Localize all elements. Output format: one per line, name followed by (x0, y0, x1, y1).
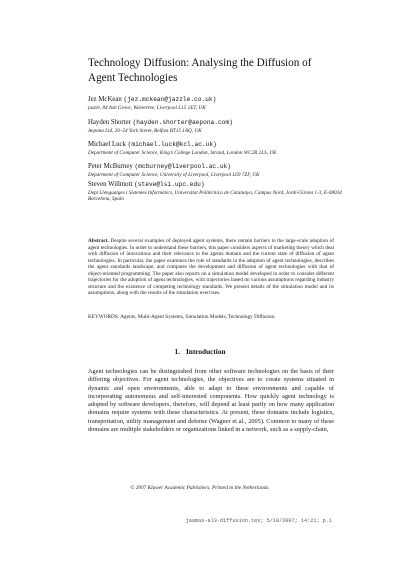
author-name: Steven Willmott (88, 181, 133, 188)
paper-title: Technology Diffusion: Analysing the Diffusion of Agent Technologies (88, 57, 312, 84)
introduction-paragraph (88, 368, 334, 434)
introduction-text: Agent technologies can be distinguished from other software technologies on the basis of their differing objectives. For agent technologies, the objectives are to create systems situated in dynamic and open environments, able to adapt to these environments and capable of incorporating autonomous and self-interested components. How quickly agent technology is adopted by software developers, therefore, will depend at least partly on how many application domains require systems with these characteristics. At present, these domains include logistics, transportation, utility management and defense (Wagner et al., 2005). Common to many of these domains are multiple stakeholders or organizations linked in a network, such as a supply-chain, (88, 368, 334, 433)
author-name: Hayden Shorter (88, 119, 131, 126)
abstract-label: Abstract. (88, 238, 109, 244)
author-email: (mcburney@liverpool.ac.uk) (134, 163, 231, 170)
author-name: Peter McBurney (88, 163, 133, 170)
author-affiliation: Department of Computer Science, University of Liverpool, Liverpool L69 7ZF, UK (88, 171, 260, 178)
section-title: Introduction (185, 347, 226, 356)
keywords: KEYWORDS: Agents, Multi-Agent Systems, Simulation Models, Technology Diffusion. (88, 314, 276, 320)
author-affiliation: Aepona Ltd, 20–24 York Street, Belfast BT15 1AQ, UK (88, 127, 202, 134)
author-block (88, 119, 348, 134)
author-email: (michael.luck@kcl.ac.uk) (127, 141, 217, 148)
author-affiliation: jazzle, 84 Ash Grove, Wavertree, Liverpool L15 1ET, UK (88, 104, 206, 111)
author-name: Michael Luck (88, 141, 126, 148)
abstract (88, 238, 334, 297)
author-affiliation: Dept Llenguatges i Sistemes Informàtics, Universitat Politècnica de Catalunya, Campus Nord, Jordi-Girona 1-3, E-08034 Barcelona, Spain (88, 189, 342, 203)
copyright-notice: © 2007 Kluwer Academic Publishers. Printed in the Netherlands. (130, 485, 270, 491)
author-block (88, 141, 348, 156)
page-footer: jaamas-al3-diffusion.tex; 5/10/2007; 14:21; p.1 (185, 518, 332, 524)
author-block (88, 163, 348, 178)
author-block (88, 96, 348, 111)
section-heading (0, 347, 400, 356)
author-block (88, 181, 348, 203)
author-email: (hayden.shorter@aepona.com) (132, 119, 233, 126)
author-name: Jez McKean (88, 96, 122, 103)
author-email: (steve@lsi.upc.edu) (134, 181, 205, 188)
author-email: (jez.mckean@jazzle.co.uk) (123, 96, 217, 103)
author-affiliation: Department of Computer Science, King’s College London, Strand, London WC2R 2LS, UK (88, 149, 277, 156)
abstract-text: Despite several examples of deployed agent systems, there remain barriers to the large-scale adoption of agent technologies. In order to understand these barriers, this paper considers aspects of marketing theory which deal with diffusion of innovations and their relevance to the agents domain and the current state of diffusion of agent technologies. In particular, the paper examines the role of standards in the adoption of agent technologies, describes the agent standards landscape, and compares the development and diffusion of agent technologies with that of object-oriented programming. The paper also reports on a simulation model developed in order to consider different trajectories for the adoption of agent technologies, with trajectories based on various assumptions regarding industry structure and the existence of competing technology standards. We present details of the simulation model and its assumptions, along with the results of the simulation exercises. (88, 238, 335, 297)
section-number: 1. (174, 347, 180, 356)
